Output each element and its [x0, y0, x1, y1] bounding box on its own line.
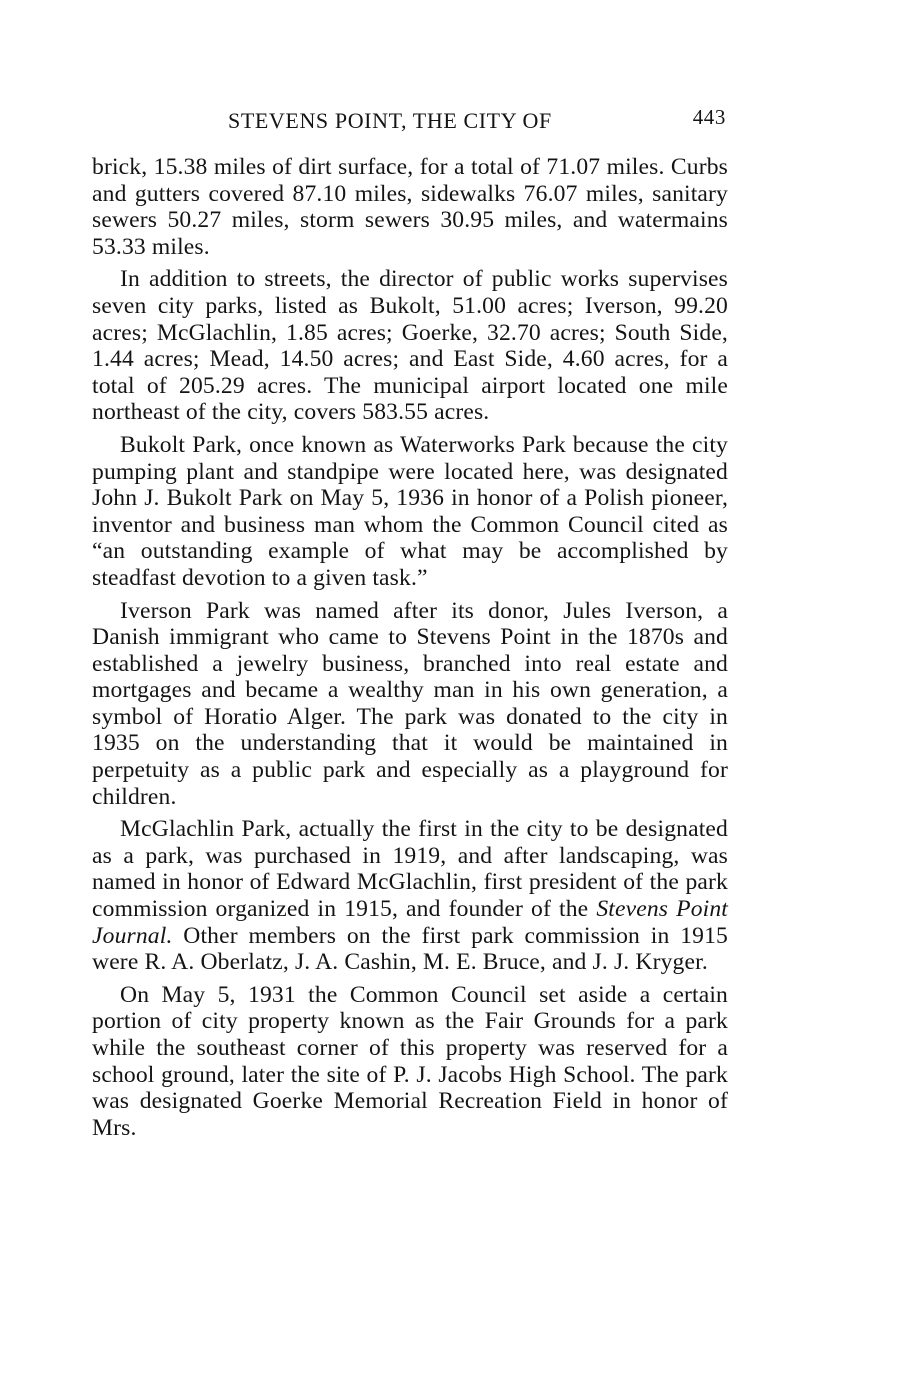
journal-title: Stevens Point Journal. [92, 896, 728, 949]
book-page [92, 105, 728, 1141]
body-text [92, 154, 728, 1141]
mcglachlin-text-after: Other members on the first park commission in 1915 were R. A. Oberlatz, J. A. Cashin, M. E. Bruce, and J. J. Kryger. [92, 922, 728, 976]
paragraph-street-mileage: brick, 15.38 miles of dirt surface, for a total of 71.07 miles. Curbs and gutters covered 87.10 miles, sidewalks 76.07 miles, sanitary sewers 50.27 miles, storm sewers 30.95 miles, and watermains 53.33 miles. [92, 154, 728, 260]
paragraph-mcglachlin-park [92, 816, 728, 976]
paragraph-bukolt-park: Bukolt Park, once known as Waterworks Park because the city pumping plant and standpipe were located here, was designated John J. Bukolt Park on May 5, 1936 in honor of a Polish pioneer, inventor and business man whom the Common Council cited as “an outstanding example of what may be accomplished by steadfast devotion to a given task.” [92, 431, 728, 591]
running-title: STEVENS POINT, THE CITY OF [228, 108, 552, 133]
page-number: 443 [692, 105, 726, 129]
mcglachlin-text-before: McGlachlin Park, actually the first in the city to be designated as a park, was purchased in 1919, and after landscaping, was named in honor of Edward McGlachlin, first president of the park commission organized in 1915, and founder of the [92, 816, 728, 923]
paragraph-goerke-field: On May 5, 1931 the Common Council set aside a certain portion of city property known as the Fair Grounds for a park while the southeast corner of this property was reserved for a school ground, later the site of P. J. Jacobs High School. The park was designated Goerke Memorial Recreation Field in honor of Mrs. [92, 981, 728, 1141]
running-head [92, 105, 728, 142]
paragraph-iverson-park: Iverson Park was named after its donor, Jules Iverson, a Danish immigrant who came to Stevens Point in the 1870s and established a jewelry business, branched into real estate and mortgages and became a wealthy man in his own generation, a symbol of Horatio Alger. The park was donated to the city in 1935 on the understanding that it would be maintained in perpetuity as a public park and especially as a playground for children. [92, 597, 728, 810]
paragraph-city-parks: In addition to streets, the director of public works supervises seven city parks, listed as Bukolt, 51.00 acres; Iverson, 99.20 acres; McGlachlin, 1.85 acres; Goerke, 32.70 acres; South Side, 1.44 acres; Mead, 14.50 acres; and East Side, 4.60 acres, for a total of 205.29 acres. The municipal airport located one mile northeast of the city, covers 583.55 acres. [92, 266, 728, 426]
